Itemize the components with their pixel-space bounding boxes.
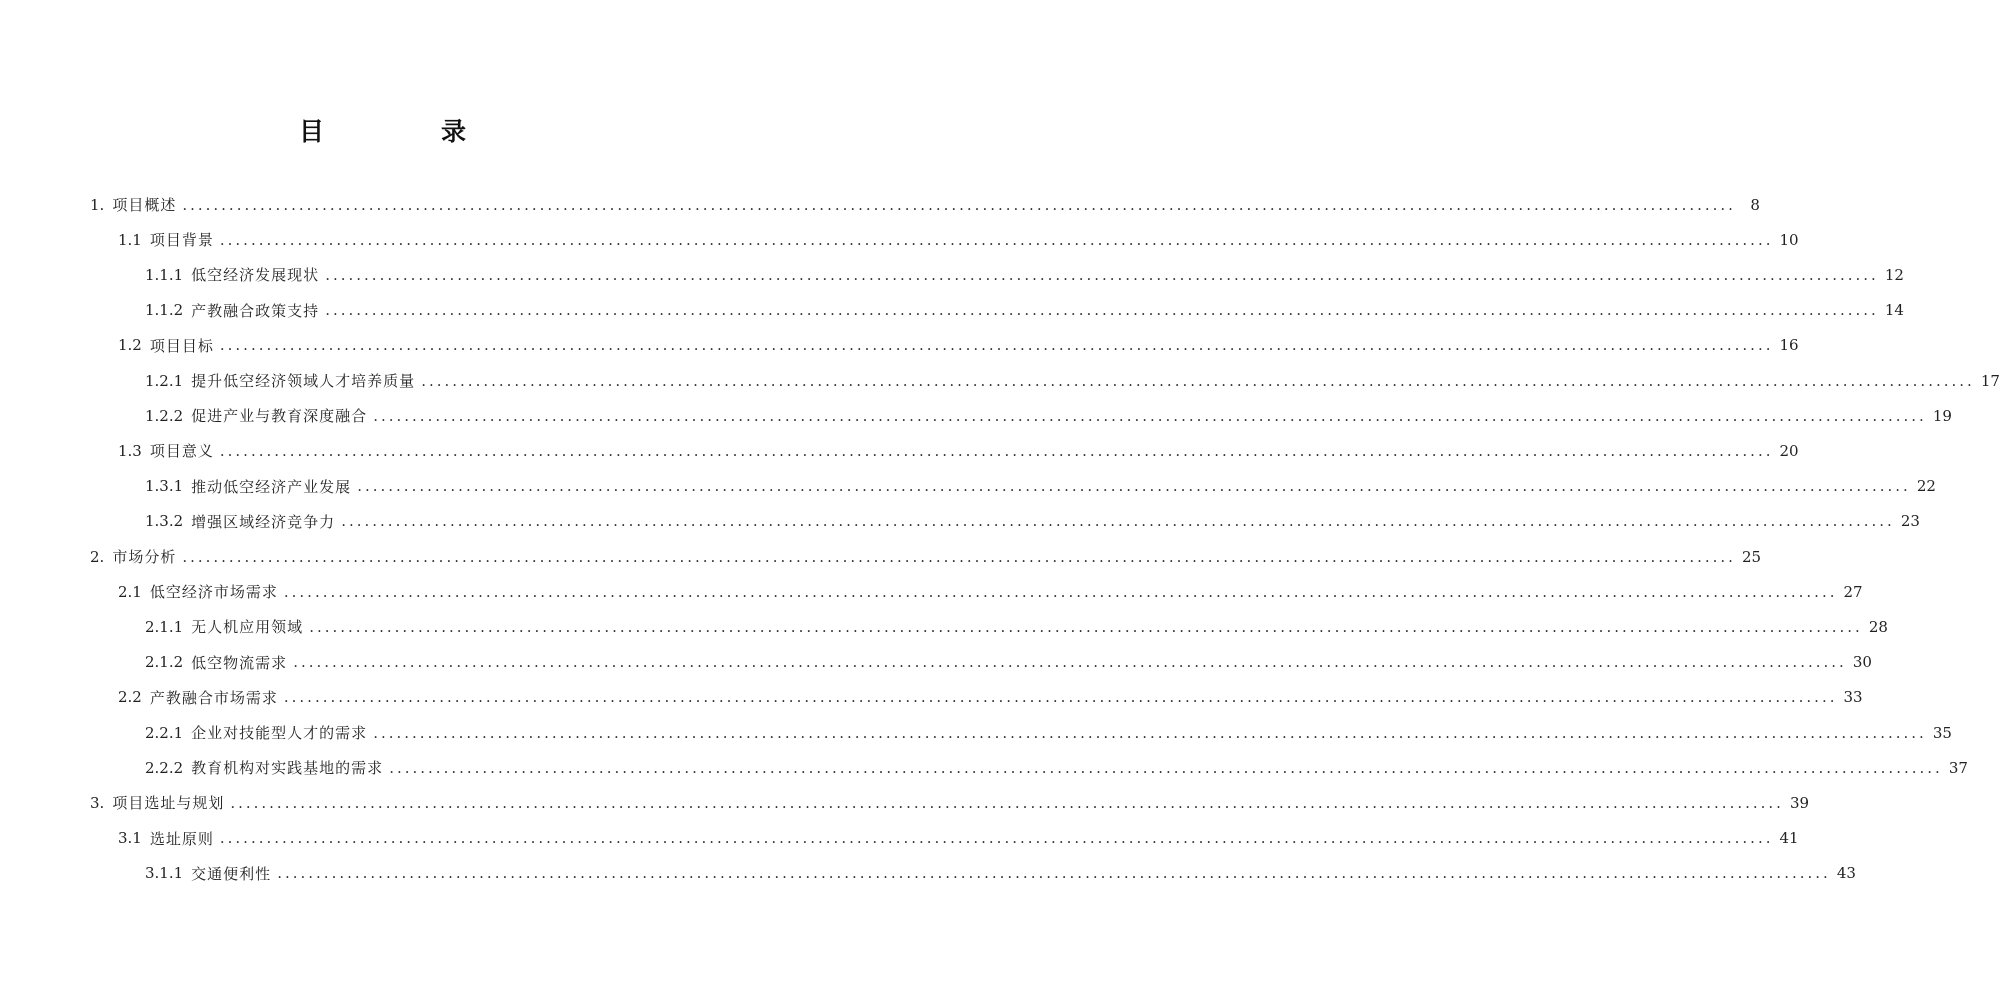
toc-entry-page-number: 41: [1779, 829, 1799, 848]
toc-dot-leader: ........................................................................................................................................................................................................: [219, 230, 1774, 249]
toc-entry-page-number: 20: [1779, 441, 1799, 460]
toc-dot-leader: ........................................................................................................................................................................................................: [309, 617, 1863, 636]
toc-entry-title: 市场分析: [112, 548, 177, 566]
toc-entry-page-number: 17: [1980, 371, 2000, 390]
toc-entry-page-number: 10: [1779, 230, 1799, 249]
toc-dot-leader: ........................................................................................................................................................................................................: [293, 653, 1847, 672]
toc-dot-leader: ........................................................................................................................................................................................................: [373, 723, 1927, 742]
toc-entry-title: 企业对技能型人才的需求: [191, 724, 368, 742]
page-title: 目 录: [298, 117, 512, 146]
toc-entry-number: 2.2.1: [145, 723, 184, 742]
toc-dot-leader: ........................................................................................................................................................................................................: [389, 758, 1943, 777]
toc-entry-title: 项目选址与规划: [112, 794, 225, 813]
toc-dot-leader: ........................................................................................................................................................................................................: [230, 793, 1784, 812]
toc-entry[interactable]: [145, 715, 1952, 750]
toc-entry-page-number: 30: [1852, 653, 1872, 672]
toc-entry-page-number: 8: [1750, 195, 1760, 214]
toc-entry-number: 3.: [90, 793, 105, 812]
toc-entry[interactable]: [145, 750, 1968, 785]
toc-entry-page-number: 39: [1789, 793, 1810, 812]
toc-entry-page-number: 19: [1932, 406, 1952, 425]
toc-dot-leader: ........................................................................................................................................................................................................: [219, 441, 1774, 460]
toc-entry-page-number: 22: [1916, 477, 1936, 496]
toc-dot-leader: ........................................................................................................................................................................................................: [325, 301, 1879, 320]
toc-entry-page-number: 12: [1884, 265, 1904, 284]
toc-entry[interactable]: [118, 680, 1863, 715]
toc-entry-number: 1.1.2: [145, 301, 184, 320]
toc-entry-title: 低空物流需求: [191, 653, 288, 672]
toc-entry-page-number: 27: [1843, 582, 1863, 601]
toc-dot-leader: ........................................................................................................................................................................................................: [283, 582, 1838, 601]
toc-entry-number: 1.2: [118, 336, 142, 355]
toc-entry[interactable]: [145, 856, 1856, 891]
toc-entry-title: 项目意义: [149, 442, 214, 461]
toc-entry-title: 提升低空经济领域人才培养质量: [191, 372, 416, 390]
toc-dot-leader: ........................................................................................................................................................................................................: [283, 688, 1838, 707]
toc-entry-title: 低空经济发展现状: [191, 266, 320, 285]
toc-dot-leader: ........................................................................................................................................................................................................: [219, 336, 1774, 355]
toc-entry-page-number: 35: [1932, 723, 1952, 742]
toc-entry[interactable]: [145, 398, 1952, 433]
toc-dot-leader: ........................................................................................................................................................................................................: [357, 477, 1911, 496]
toc-entry[interactable]: [90, 187, 1760, 222]
toc-entry-number: 1.1.1: [145, 265, 184, 284]
toc-entry[interactable]: [145, 504, 1920, 539]
toc-entry-number: 2.1.1: [145, 617, 184, 636]
toc-entry-title: 低空经济市场需求: [149, 583, 278, 602]
toc-entry-number: 1.3: [118, 441, 142, 460]
toc-entry-page-number: 16: [1779, 336, 1799, 355]
toc-entry-title: 产教融合市场需求: [149, 688, 278, 707]
toc-entry-number: 3.1.1: [145, 864, 184, 883]
toc-entry-title: 项目目标: [149, 336, 214, 355]
toc-entry-number: 1.3.2: [145, 512, 184, 531]
toc-entry-number: 1.1: [118, 230, 142, 249]
toc-entry-number: 2.2.2: [145, 758, 184, 777]
toc-entry[interactable]: [118, 328, 1799, 363]
toc-entry-page-number: 14: [1884, 301, 1904, 320]
toc-entry-number: 1.3.1: [145, 477, 184, 496]
toc-entry[interactable]: [118, 821, 1799, 856]
toc-entry-title: 促进产业与教育深度融合: [191, 407, 368, 426]
toc-entry-page-number: 37: [1948, 758, 1968, 777]
toc-entry-title: 产教融合政策支持: [191, 301, 320, 320]
toc-entry-title: 教育机构对实践基地的需求: [191, 759, 384, 778]
toc-dot-leader: ........................................................................................................................................................................................................: [373, 406, 1927, 425]
toc-entry[interactable]: [118, 574, 1863, 609]
toc-dot-leader: ........................................................................................................................................................................................................: [421, 371, 1975, 390]
toc-dot-leader: ........................................................................................................................................................................................................: [219, 829, 1774, 848]
toc-entry-page-number: 33: [1843, 688, 1863, 707]
toc-entry[interactable]: [90, 539, 1762, 574]
toc-entry-page-number: 28: [1868, 617, 1888, 636]
toc-entry-title: 项目概述: [112, 196, 177, 214]
toc-entry[interactable]: [118, 433, 1799, 468]
toc-dot-leader: ........................................................................................................................................................................................................: [341, 512, 1895, 531]
toc-entry-title: 推动低空经济产业发展: [191, 477, 352, 496]
toc-entry-number: 1.: [90, 195, 105, 214]
toc-entry-number: 2.2: [118, 688, 142, 707]
toc-entry-number: 2.: [90, 547, 105, 566]
toc-dot-leader: ........................................................................................................................................................................................................: [182, 547, 1736, 566]
toc-entry[interactable]: [145, 609, 1888, 644]
toc-entry[interactable]: [145, 469, 1936, 504]
toc-entry-page-number: 23: [1900, 512, 1920, 531]
toc-entry-number: 2.1: [118, 582, 142, 601]
toc-entry[interactable]: [145, 645, 1872, 680]
toc-entry-title: 项目背景: [149, 231, 214, 250]
toc-entry[interactable]: [145, 293, 1904, 328]
toc-entry-number: 1.2.1: [145, 371, 184, 390]
toc-entry-page-number: 25: [1741, 547, 1762, 566]
toc-entry-page-number: 43: [1836, 864, 1856, 883]
toc-entry-number: 3.1: [118, 829, 142, 848]
toc-dot-leader: ........................................................................................................................................................................................................: [325, 265, 1879, 284]
toc-entry[interactable]: [118, 222, 1799, 257]
toc-entry-title: 交通便利性: [191, 864, 272, 883]
toc-entry[interactable]: [145, 257, 1904, 292]
toc-entry-number: 1.2.2: [145, 406, 184, 425]
toc-entry-title: 无人机应用领域: [191, 618, 304, 637]
toc-entry[interactable]: [90, 785, 1810, 820]
toc-dot-leader: ........................................................................................................................................................................................................: [182, 195, 1736, 214]
toc-entry-title: 选址原则: [149, 829, 214, 848]
toc-entry-number: 2.1.2: [145, 653, 184, 672]
toc-entry-title: 增强区域经济竞争力: [191, 512, 336, 531]
toc-dot-leader: ........................................................................................................................................................................................................: [277, 864, 1831, 883]
toc-entry[interactable]: [145, 363, 2000, 398]
